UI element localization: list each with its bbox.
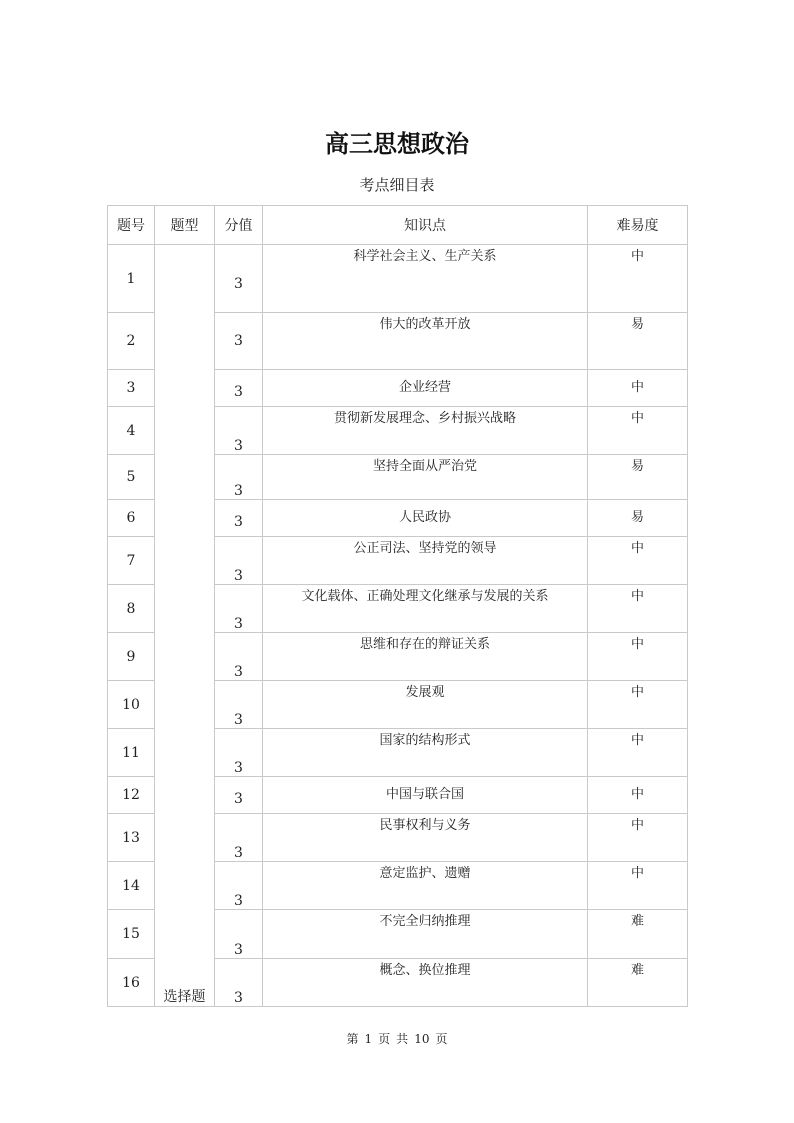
header-knowledge: 知识点: [263, 206, 588, 245]
question-number: 11: [108, 729, 155, 777]
question-number: 1: [108, 245, 155, 313]
difficulty-level: 中: [588, 585, 688, 633]
knowledge-point: 发展观: [263, 681, 588, 729]
difficulty-level: 中: [588, 633, 688, 681]
question-number: 3: [108, 370, 155, 407]
page-title: 高三思想政治: [325, 130, 469, 158]
difficulty-level: 中: [588, 681, 688, 729]
question-score: 3: [215, 729, 263, 777]
question-score: 3: [215, 777, 263, 814]
question-score: 3: [215, 370, 263, 407]
question-number: 4: [108, 407, 155, 455]
question-score: 3: [215, 407, 263, 455]
knowledge-point: 企业经营: [263, 370, 588, 407]
question-score: 3: [215, 633, 263, 681]
table-subtitle: 考点细目表: [359, 176, 435, 194]
header-num: 题号: [108, 206, 155, 245]
question-number: 13: [108, 814, 155, 862]
footer-prefix: 第: [346, 1032, 359, 1046]
knowledge-point: 国家的结构形式: [263, 729, 588, 777]
exam-topics-table: [107, 205, 688, 1007]
knowledge-point: 概念、换位推理: [263, 959, 588, 1007]
question-score: 3: [215, 814, 263, 862]
difficulty-level: 中: [588, 370, 688, 407]
question-number: 10: [108, 681, 155, 729]
question-number: 2: [108, 313, 155, 370]
question-score: 3: [215, 910, 263, 959]
question-score: 3: [215, 245, 263, 313]
question-number: 9: [108, 633, 155, 681]
question-type: 选择题: [155, 245, 215, 1007]
question-score: 3: [215, 681, 263, 729]
knowledge-point: 人民政协: [263, 500, 588, 537]
footer-total-prefix: 共: [396, 1032, 409, 1046]
knowledge-point: 贯彻新发展理念、乡村振兴战略: [263, 407, 588, 455]
header-type: 题型: [155, 206, 215, 245]
question-number: 16: [108, 959, 155, 1007]
difficulty-level: 难: [588, 910, 688, 959]
difficulty-level: 中: [588, 537, 688, 585]
difficulty-level: 中: [588, 777, 688, 814]
difficulty-level: 中: [588, 729, 688, 777]
question-number: 5: [108, 455, 155, 500]
question-score: 3: [215, 500, 263, 537]
header-score: 分值: [215, 206, 263, 245]
knowledge-point: 科学社会主义、生产关系: [263, 245, 588, 313]
question-score: 3: [215, 455, 263, 500]
question-score: 3: [215, 585, 263, 633]
knowledge-point: 意定监护、遗赠: [263, 862, 588, 910]
question-number: 8: [108, 585, 155, 633]
page-footer: [0, 1030, 794, 1047]
knowledge-point: 坚持全面从严治党: [263, 455, 588, 500]
difficulty-level: 易: [588, 313, 688, 370]
knowledge-point: 公正司法、坚持党的领导: [263, 537, 588, 585]
footer-page-label: 页: [378, 1032, 391, 1046]
footer-page-number: 1: [364, 1032, 373, 1046]
question-number: 12: [108, 777, 155, 814]
question-number: 14: [108, 862, 155, 910]
footer-total-pages: 10: [414, 1032, 430, 1046]
difficulty-level: 易: [588, 455, 688, 500]
header-difficulty: 难易度: [588, 206, 688, 245]
knowledge-point: 民事权利与义务: [263, 814, 588, 862]
question-number: 15: [108, 910, 155, 959]
difficulty-level: 易: [588, 500, 688, 537]
table-header-row: [108, 206, 688, 245]
question-score: 3: [215, 537, 263, 585]
knowledge-point: 思维和存在的辩证关系: [263, 633, 588, 681]
knowledge-point: 不完全归纳推理: [263, 910, 588, 959]
question-score: 3: [215, 862, 263, 910]
knowledge-point: 文化载体、正确处理文化继承与发展的关系: [263, 585, 588, 633]
difficulty-level: 中: [588, 862, 688, 910]
table-row: [108, 245, 688, 313]
question-score: 3: [215, 313, 263, 370]
question-number: 7: [108, 537, 155, 585]
question-score: 3: [215, 959, 263, 1007]
difficulty-level: 中: [588, 407, 688, 455]
knowledge-point: 中国与联合国: [263, 777, 588, 814]
difficulty-level: 中: [588, 245, 688, 313]
difficulty-level: 中: [588, 814, 688, 862]
difficulty-level: 难: [588, 959, 688, 1007]
knowledge-point: 伟大的改革开放: [263, 313, 588, 370]
footer-suffix: 页: [435, 1032, 448, 1046]
question-number: 6: [108, 500, 155, 537]
